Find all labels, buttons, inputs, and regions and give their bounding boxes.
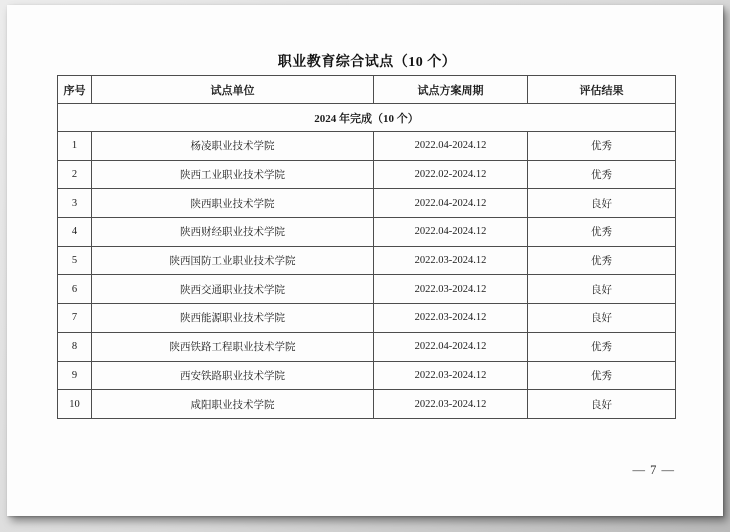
cell-period: 2022.04-2024.12 [374, 189, 528, 218]
table-row [58, 246, 676, 275]
page-number: — 7 — [632, 463, 675, 477]
cell-no: 8 [58, 332, 92, 361]
column-header-no: 序号 [58, 76, 92, 104]
cell-period: 2022.04-2024.12 [374, 332, 528, 361]
cell-unit: 杨凌职业技术学院 [92, 132, 374, 161]
cell-unit: 陕西职业技术学院 [92, 189, 374, 218]
cell-unit: 咸阳职业技术学院 [92, 390, 374, 419]
column-header-unit: 试点单位 [92, 76, 374, 104]
cell-period: 2022.03-2024.12 [374, 246, 528, 275]
table-header-row [58, 76, 676, 104]
column-header-result: 评估结果 [528, 76, 676, 104]
cell-result: 优秀 [528, 246, 676, 275]
cell-result: 优秀 [528, 332, 676, 361]
cell-result: 优秀 [528, 160, 676, 189]
cell-result: 良好 [528, 390, 676, 419]
cell-period: 2022.03-2024.12 [374, 390, 528, 419]
table-row [58, 160, 676, 189]
cell-unit: 陕西国防工业职业技术学院 [92, 246, 374, 275]
cell-result: 良好 [528, 275, 676, 304]
cell-unit: 陕西交通职业技术学院 [92, 275, 374, 304]
cell-no: 6 [58, 275, 92, 304]
section-header-row [58, 104, 676, 132]
cell-period: 2022.04-2024.12 [374, 132, 528, 161]
table-row [58, 189, 676, 218]
cell-period: 2022.03-2024.12 [374, 361, 528, 390]
cell-period: 2022.03-2024.12 [374, 304, 528, 333]
table-row [58, 218, 676, 247]
cell-no: 7 [58, 304, 92, 333]
table-row [58, 275, 676, 304]
cell-result: 良好 [528, 189, 676, 218]
table-row [58, 304, 676, 333]
table-row [58, 361, 676, 390]
cell-no: 4 [58, 218, 92, 247]
cell-no: 5 [58, 246, 92, 275]
cell-period: 2022.03-2024.12 [374, 275, 528, 304]
page-title: 职业教育综合试点（10 个） [277, 55, 457, 70]
cell-unit: 陕西铁路工程职业技术学院 [92, 332, 374, 361]
cell-unit: 陕西能源职业技术学院 [92, 304, 374, 333]
pilot-evaluation-table [57, 75, 676, 419]
document-page [7, 5, 723, 516]
cell-unit: 陕西工业职业技术学院 [92, 160, 374, 189]
cell-result: 优秀 [528, 361, 676, 390]
cell-period: 2022.02-2024.12 [374, 160, 528, 189]
cell-no: 1 [58, 132, 92, 161]
table-row [58, 132, 676, 161]
table-row [58, 390, 676, 419]
table-row [58, 332, 676, 361]
cell-result: 良好 [528, 304, 676, 333]
section-header: 2024 年完成（10 个） [58, 104, 676, 132]
cell-no: 2 [58, 160, 92, 189]
cell-result: 优秀 [528, 132, 676, 161]
cell-unit: 陕西财经职业技术学院 [92, 218, 374, 247]
cell-result: 优秀 [528, 218, 676, 247]
cell-no: 9 [58, 361, 92, 390]
cell-no: 3 [58, 189, 92, 218]
cell-no: 10 [58, 390, 92, 419]
cell-period: 2022.04-2024.12 [374, 218, 528, 247]
column-header-period: 试点方案周期 [374, 76, 528, 104]
cell-unit: 西安铁路职业技术学院 [92, 361, 374, 390]
